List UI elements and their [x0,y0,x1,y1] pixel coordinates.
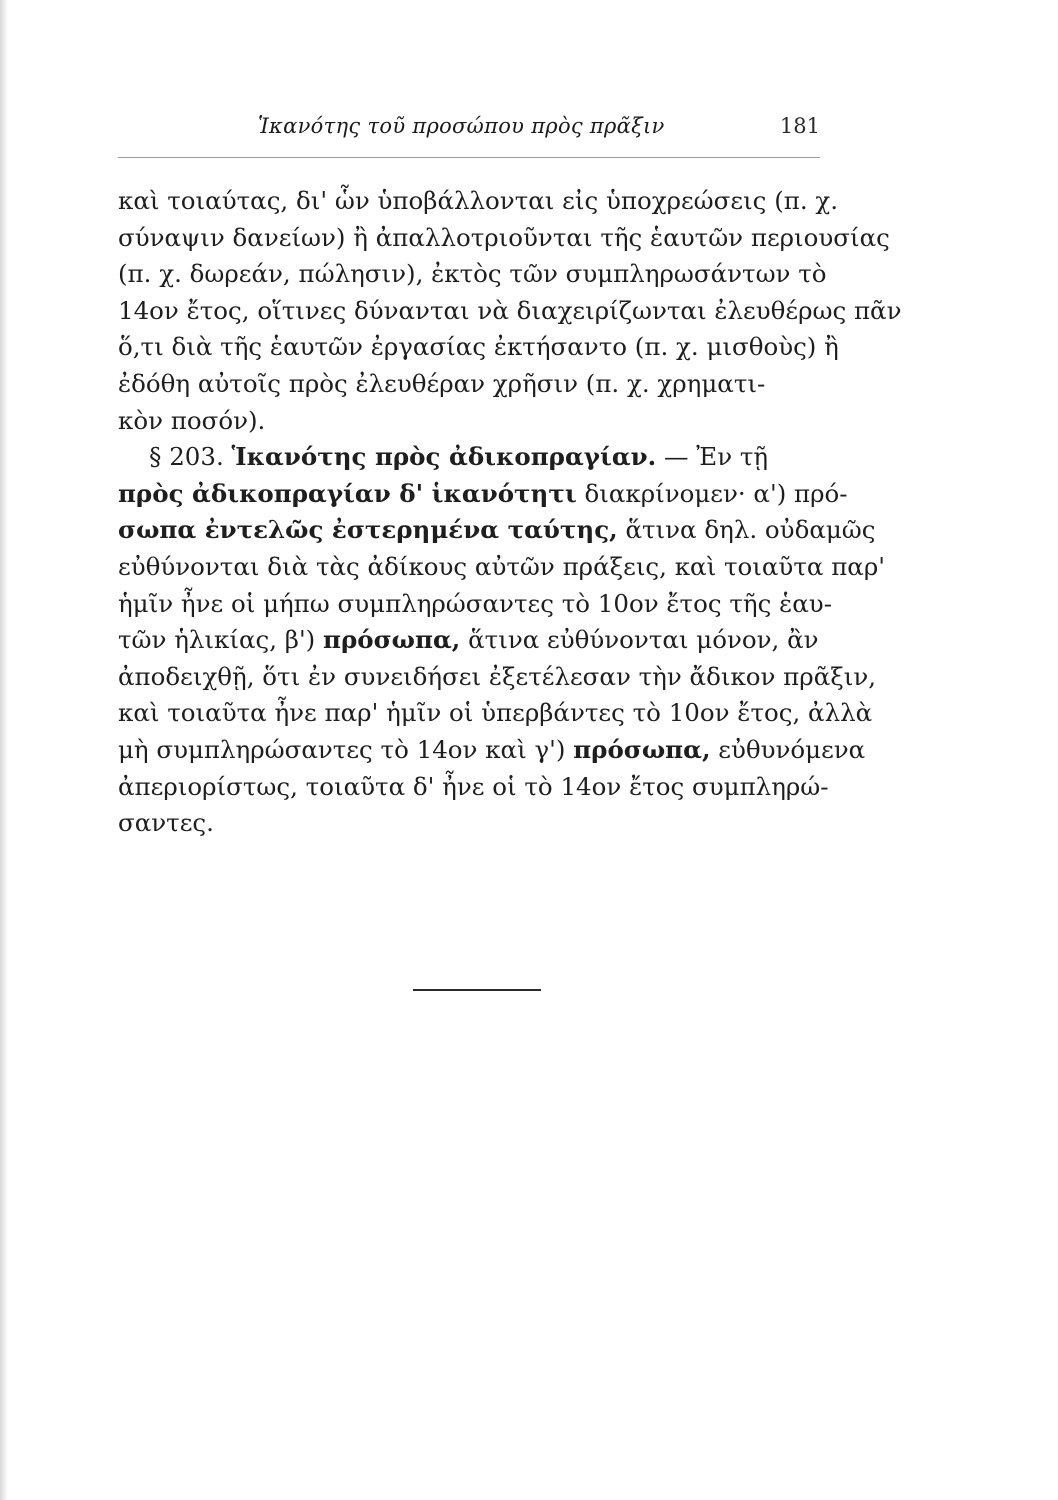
running-title: Ἱκανότης τοῦ προσώπου πρὸς πρᾶξιν [258,114,665,138]
line-segment: ἅτινα δηλ. οὐδαμῶς [617,515,876,545]
line-segment: — Ἐν τῇ [656,442,769,472]
line-segment: ἡμῖν ἦνε οἱ μήπω συμπληρώσαντες τὸ 10ον ἔτος τῆς ἑαυ- [118,588,832,618]
header-rule [118,157,820,158]
line-segment: (π. χ. δωρεάν, πώλησιν), ἐκτὸς τῶν συμπληρωσάντων τὸ [118,259,827,289]
text-line [118,549,885,586]
text-line [118,293,902,330]
emphasized-term: πρὸς ἀδικοπραγίαν δ' ἱκανότητι [118,478,577,508]
text-line [118,586,840,623]
text-line [118,476,848,513]
line-segment: τῶν ἡλικίας, β') [118,625,324,655]
body-text [118,183,902,842]
emphasized-term: πρόσωπα, [573,734,711,764]
line-segment: καὶ τοιαύτας, δι' ὧν ὑποβάλλονται εἰς ὑποχρεώσεις (π. χ. [118,186,839,215]
text-line [118,695,873,732]
text-line [118,769,840,806]
text-line [118,439,840,476]
text-line [118,659,877,696]
line-segment: ἐδόθη αὐτοῖς πρὸς ἐλευθέραν χρῆσιν (π. χ. χρηματι- [118,368,766,398]
line-segment: ἅτινα εὐθύνονται μόνον, ἂν [460,625,819,655]
page-number: 181 [779,114,820,138]
running-head [118,114,820,148]
text-line [118,183,840,220]
line-segment: καὶ τοιαῦτα ἦνε παρ' ἡμῖν οἱ ὑπερβάντες τὸ 10ον ἔτος, ἀλλὰ [118,698,873,728]
line-segment: ἀποδειχθῇ, ὅτι ἐν συνειδήσει ἐξετέλεσαν τὴν ἄδικον πρᾶξιν, [118,661,877,691]
line-segment: εὐθυνόμενα [710,734,866,764]
line-segment: κὸν ποσόν). [118,405,266,435]
emphasized-term: Ἱκανότης πρὸς ἀδικοπραγίαν. [231,442,657,472]
line-segment: εὐθύνονται διὰ τὰς ἀδίκους αὐτῶν πράξεις, καὶ τοιαῦτα παρ' [118,551,885,581]
text-line [118,732,866,769]
line-segment: σύναψιν δανείων) ἢ ἀπαλλοτριοῦνται τῆς ἑαυτῶν περιουσίας [118,222,890,252]
text-line [118,805,840,842]
end-of-section-rule [413,989,541,991]
text-line [118,220,890,257]
line-segment: § 203. [118,442,232,472]
text-line [118,256,840,293]
text-line [118,366,840,403]
line-segment: σαντες. [118,808,214,838]
line-segment: 14ον ἔτος, οἵτινες δύνανται νὰ διαχειρίζωνται ἐλευθέρως πᾶν [118,295,902,325]
page-spine-shadow [0,0,8,1500]
line-segment: ἀπεριορίστως, τοιαῦτα δ' ἦνε οἱ τὸ 14ον ἔτος συμπληρώ- [118,771,829,801]
text-line [118,403,840,440]
emphasized-term: πρόσωπα, [323,625,461,655]
text-line [118,622,840,659]
line-segment: ὅ,τι διὰ τῆς ἑαυτῶν ἐργασίας ἐκτήσαντο (π. χ. μισθοὺς) ἢ [118,332,839,362]
emphasized-term: σωπα ἐντελῶς ἐστερημένα ταύτης, [118,515,618,545]
text-line [118,512,876,549]
line-segment: μὴ συμπληρώσαντες τὸ 14ον καὶ γ') [118,734,574,764]
line-segment: διακρίνομεν· α') πρό- [576,478,848,508]
text-line [118,329,840,366]
